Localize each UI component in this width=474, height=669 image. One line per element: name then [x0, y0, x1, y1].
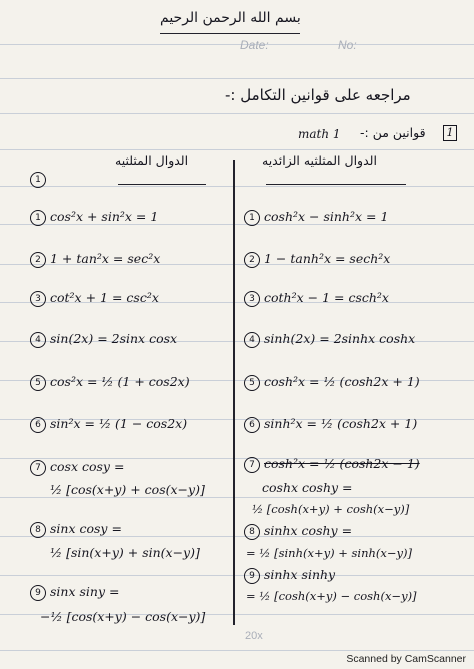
left-formula-7-line2: ½ [cos(x+y) + cos(x−y)] — [50, 482, 205, 497]
left-formula-8-line2: ½ [sin(x+y) + sin(x−y)] — [50, 545, 200, 560]
right-formula-5: 5 cosh²x = ½ (cosh2x + 1) — [244, 374, 420, 391]
left-column-title: الدوال المثلثيه — [115, 153, 189, 168]
ruled-line — [0, 78, 474, 79]
right-formula-7-line2: ½ [cosh(x+y) + cosh(x−y)] — [252, 502, 410, 516]
date-label: Date: — [240, 38, 269, 52]
ruled-line — [0, 113, 474, 114]
right-formula-9-line2: = ½ [cosh(x+y) − cosh(x−y)] — [246, 589, 417, 603]
right-column-title: الدوال المثلثيه الزائديه — [262, 153, 377, 168]
right-formula-9: 9 sinhx sinhy — [244, 567, 335, 584]
left-formula-7: 7 cosx cosy = — [30, 459, 124, 476]
faint-print: 20x — [245, 630, 263, 642]
right-formula-3: 3 coth²x − 1 = csch²x — [244, 290, 389, 307]
left-marker: 1 — [30, 172, 50, 188]
ruled-line — [0, 575, 474, 576]
right-formula-1: 1 cosh²x − sinh²x = 1 — [244, 209, 388, 226]
page-title: مراجعه على قوانين التكامل :- — [225, 86, 411, 104]
no-label: No: — [338, 38, 357, 52]
ruled-line — [0, 650, 474, 651]
right-formula-2: 2 1 − tanh²x = sech²x — [244, 251, 390, 268]
ruled-line — [0, 149, 474, 150]
left-title-underline — [118, 184, 206, 185]
right-formula-4: 4 sinh(2x) = 2sinhx coshx — [244, 331, 415, 348]
left-formula-3: 3 cot²x + 1 = csc²x — [30, 290, 159, 307]
basmala-underline — [160, 33, 300, 34]
left-formula-2: 2 1 + tan²x = sec²x — [30, 251, 160, 268]
left-formula-8: 8 sinx cosy = — [30, 521, 122, 538]
subtitle: قوانين من :- — [360, 125, 426, 140]
ruled-line — [0, 44, 474, 45]
column-divider — [233, 160, 235, 625]
ruled-line — [0, 186, 474, 187]
left-formula-6: 6 sin²x = ½ (1 − cos2x) — [30, 416, 187, 433]
right-formula-7-struck: 7 cosh²x = ½ (cosh2x − 1) — [244, 456, 420, 473]
basmala: بسم الله الرحمن الرحيم — [160, 10, 301, 26]
right-formula-6: 6 sinh²x = ½ (cosh2x + 1) — [244, 416, 417, 433]
right-title-underline — [266, 184, 406, 185]
left-formula-5: 5 cos²x = ½ (1 + cos2x) — [30, 374, 190, 391]
left-formula-9-line2: −½ [cos(x+y) − cos(x−y)] — [40, 609, 206, 624]
subtitle-number: 1 — [443, 125, 457, 141]
left-formula-1: 1 cos²x + sin²x = 1 — [30, 209, 158, 226]
right-formula-8: 8 sinhx coshy = — [244, 523, 352, 540]
math-ref: math 1 — [298, 127, 341, 141]
left-formula-9: 9 sinx siny = — [30, 584, 119, 601]
right-formula-7: coshx coshy = — [262, 480, 353, 495]
right-formula-8-line2: = ½ [sinh(x+y) + sinh(x−y)] — [246, 546, 412, 560]
ruled-line — [0, 497, 474, 498]
scanner-watermark: Scanned by CamScanner — [346, 653, 466, 665]
left-formula-4: 4 sin(2x) = 2sinx cosx — [30, 331, 177, 348]
